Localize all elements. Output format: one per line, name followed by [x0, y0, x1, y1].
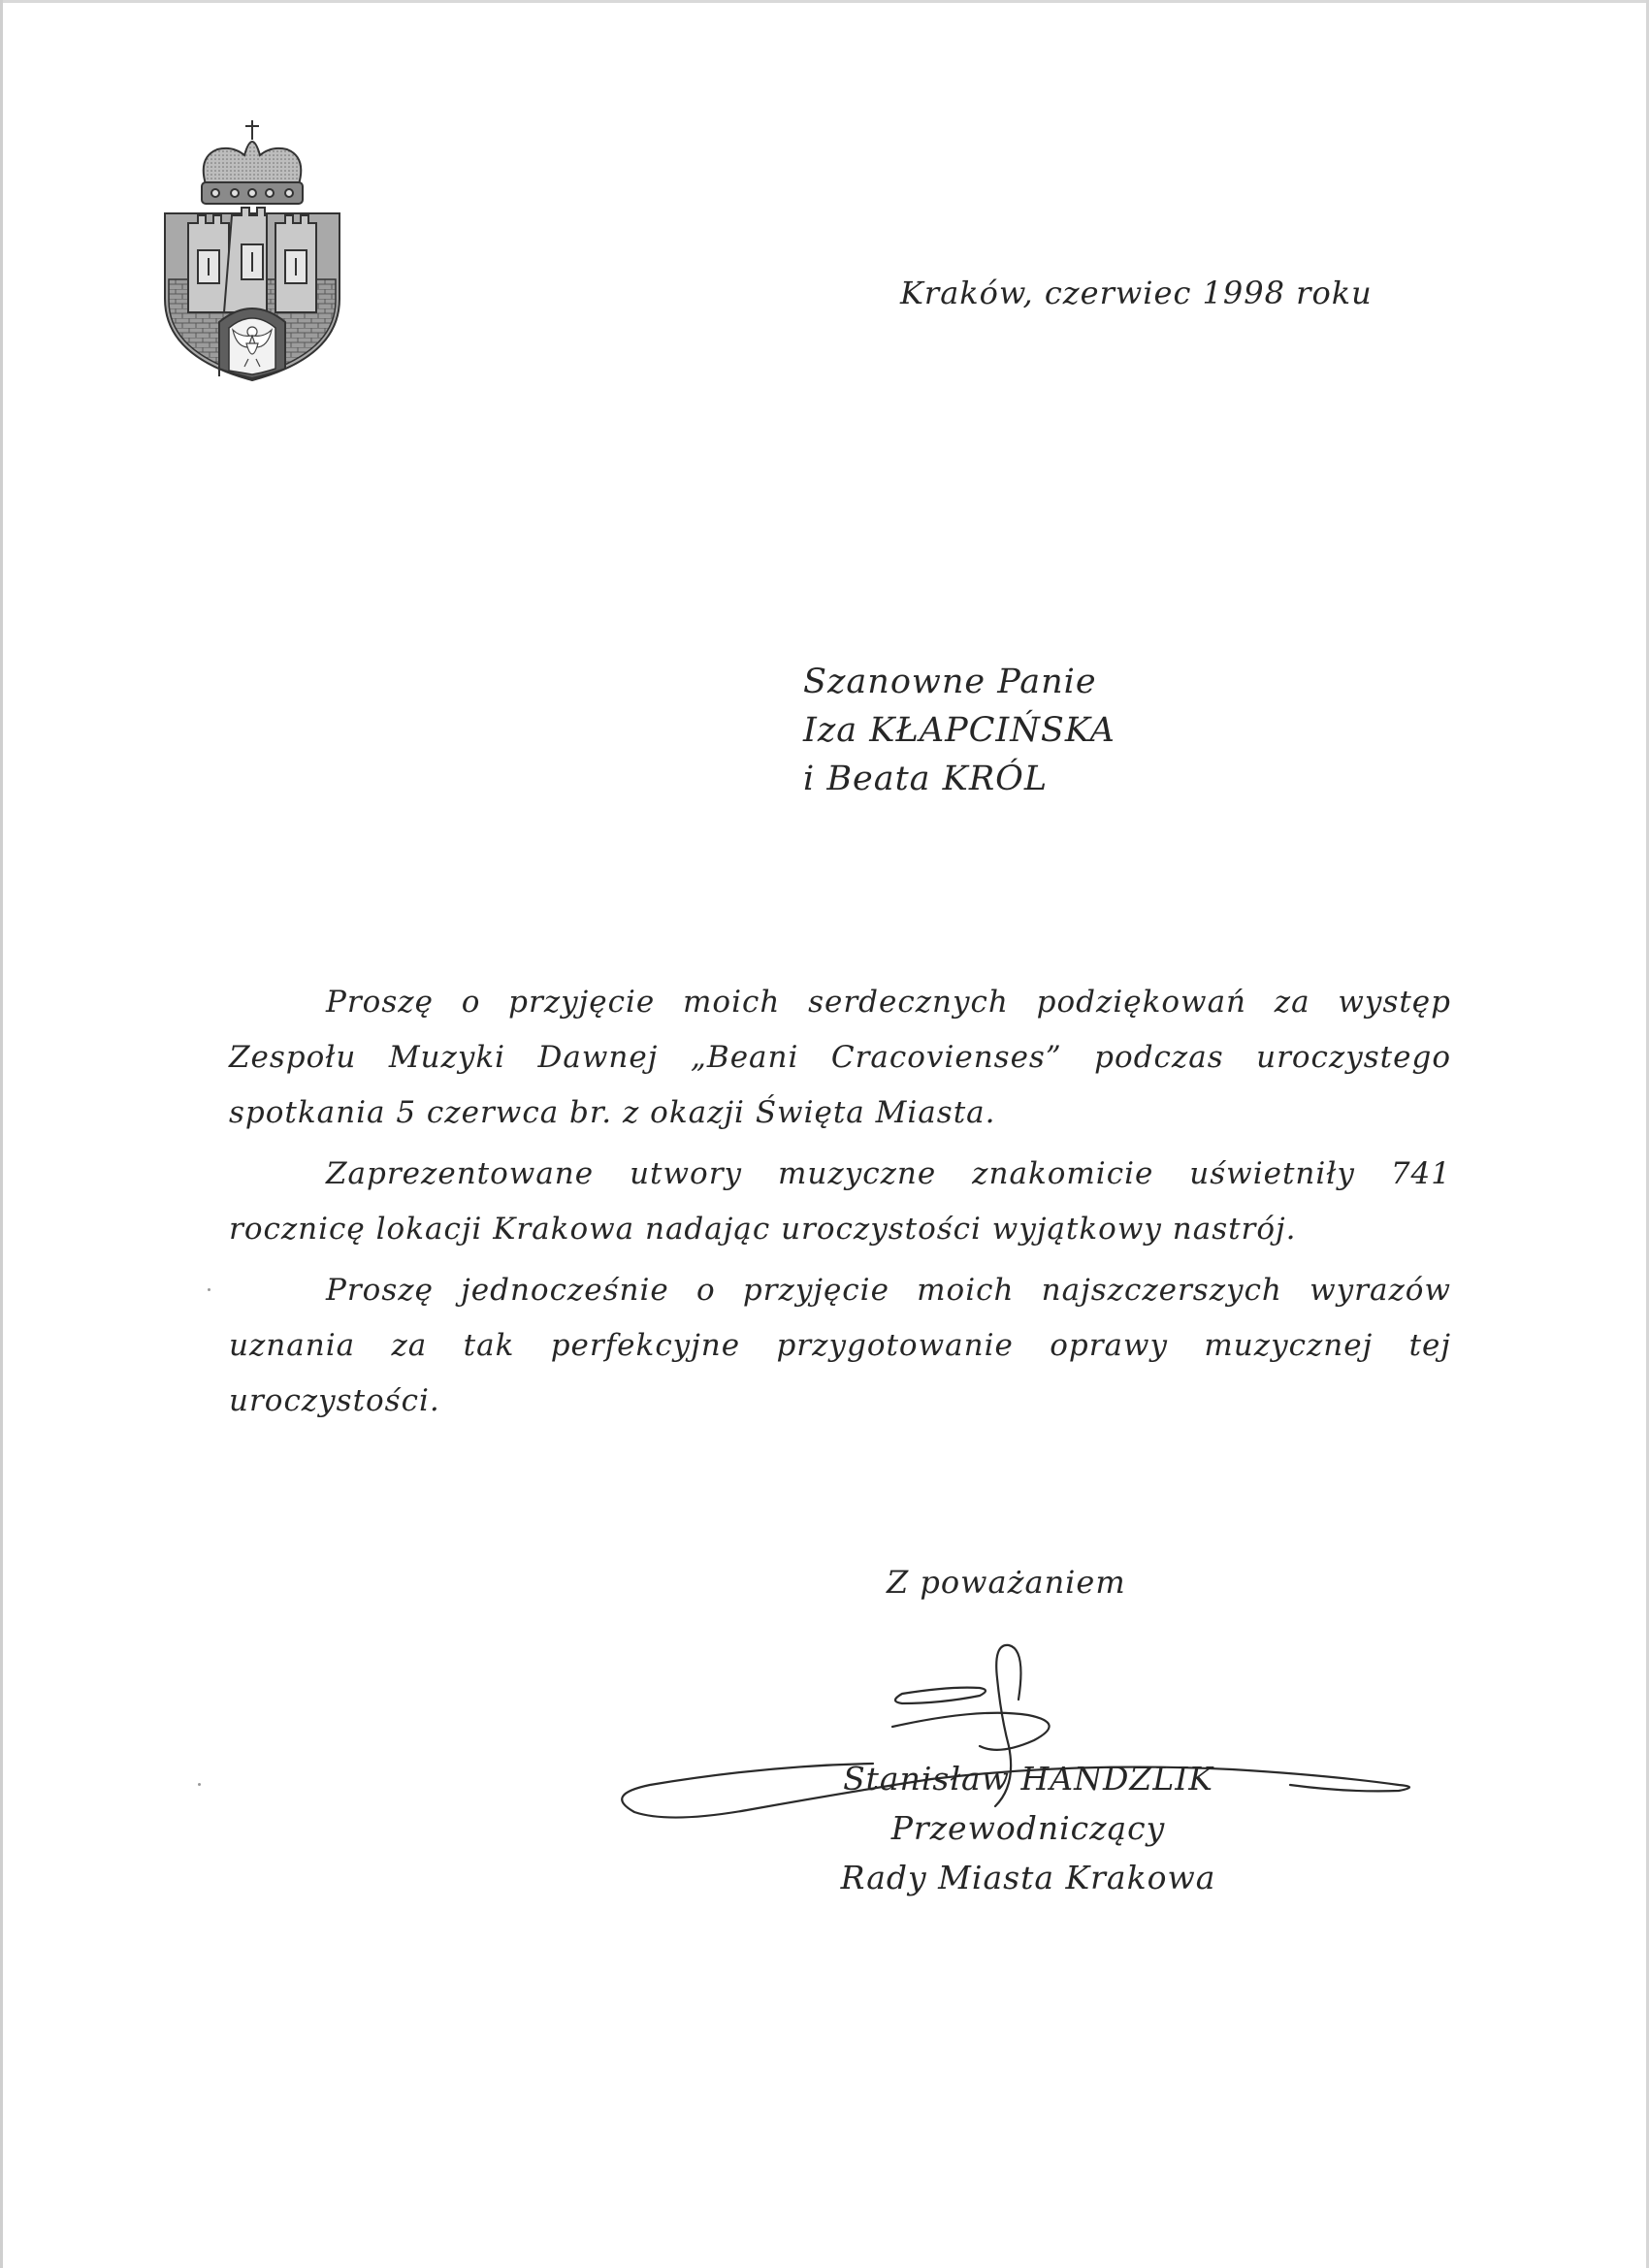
signatory-organization: Rady Miasta Krakowa [840, 1859, 1216, 1896]
scan-speck [208, 1288, 210, 1291]
page-edge-top [0, 0, 1649, 3]
addressee-name-2: i Beata KRÓL [803, 760, 1049, 798]
letter-body [229, 975, 1451, 1435]
addressee-block [803, 658, 1116, 803]
addressee-salutation: Szanowne Panie [803, 663, 1097, 701]
scan-speck [198, 1783, 201, 1786]
page-edge-left [0, 0, 3, 2268]
signatory-block [795, 1754, 1261, 1902]
closing-phrase: Z poważaniem [887, 1564, 1126, 1601]
body-paragraph-1: Proszę o przyjęcie moich serdecznych podziękowań za występ Zespołu Muzyki Dawnej „Beani Cracovienses” podczas uroczystego spotkania 5 czerwca br. z okazji Święta Miasta. [229, 985, 1451, 1130]
signatory-name: Stanisław HANDZLIK [843, 1760, 1213, 1798]
body-paragraph-2: Zaprezentowane utwory muzyczne znakomicie uświetniły 741 rocznicę lokacji Krakowa nadając uroczystości wyjątkowy nastrój. [229, 1156, 1451, 1247]
addressee-name-1: Iza KŁAPCIŃSKA [803, 711, 1116, 750]
signatory-title: Przewodniczący [890, 1809, 1166, 1847]
body-paragraph-3: Proszę jednocześnie o przyjęcie moich najszczerszych wyrazów uznania za tak perfekcyjne przygotowanie oprawy muzycznej tej uroczystości. [229, 1273, 1451, 1418]
letter-date: Kraków, czerwiec 1998 roku [900, 275, 1373, 311]
krakow-coat-of-arms-icon [155, 114, 349, 384]
